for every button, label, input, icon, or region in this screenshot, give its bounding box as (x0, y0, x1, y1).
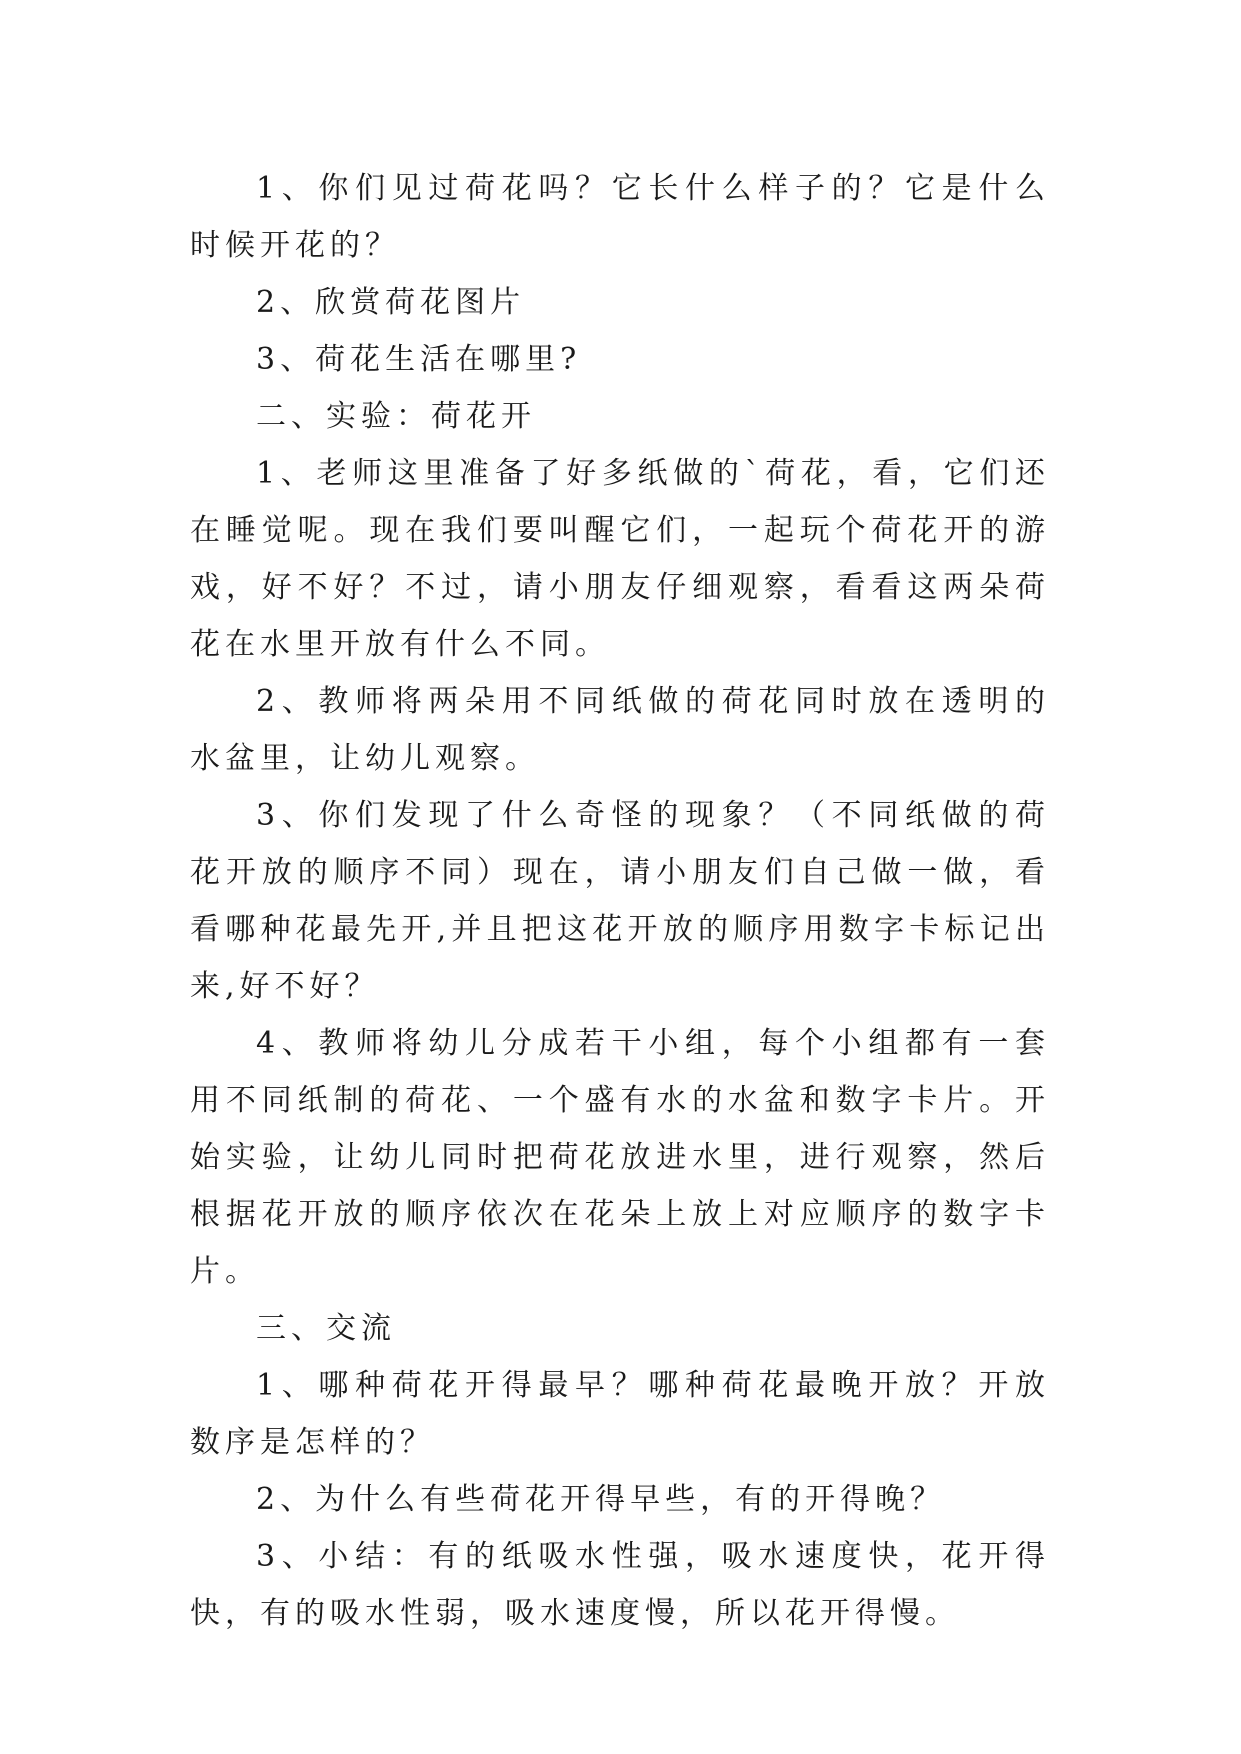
section-heading-experiment: 二、实验：荷花开 (256, 399, 536, 434)
paragraph-experiment-1: 1、老师这里准备了好多纸做的`荷花，看，它们还在睡觉呢。现在我们要叫醒它们，一起玩个荷花开的游戏，好不好？不过，请小朋友仔细观察，看看这两朵荷花在水里开放有什么不同。 (190, 456, 1050, 662)
paragraph-experiment-4: 4、教师将幼儿分成若干小组，每个小组都有一套用不同纸制的荷花、一个盛有水的水盆和数字卡片。开始实验，让幼儿同时把荷花放进水里，进行观察，然后根据花开放的顺序依次在花朵上放上对应顺序的数字卡片。 (190, 1026, 1050, 1289)
paragraph-question-3: 3、荷花生活在哪里? (256, 342, 582, 377)
paragraph-summary: 3、小结：有的纸吸水性强，吸水速度快，花开得快，有的吸水性弱，吸水速度慢，所以花开得慢。 (190, 1539, 1050, 1631)
paragraph-discussion-2: 2、为什么有些荷花开得早些，有的开得晚？ (256, 1482, 946, 1517)
paragraph-experiment-3: 3、你们发现了什么奇怪的现象？（不同纸做的荷花开放的顺序不同）现在，请小朋友们自己做一做，看看哪种花最先开,并且把这花开放的顺序用数字卡标记出来,好不好？ (190, 798, 1050, 1004)
paragraph-discussion-1: 1、哪种荷花开得最早？哪种荷花最晚开放？开放数序是怎样的？ (190, 1368, 1050, 1460)
section-heading-discussion: 三、交流 (256, 1311, 396, 1346)
paragraph-question-1: 1、你们见过荷花吗？它长什么样子的？它是什么时候开花的？ (190, 171, 1050, 263)
paragraph-experiment-2: 2、教师将两朵用不同纸做的荷花同时放在透明的水盆里，让幼儿观察。 (190, 684, 1050, 776)
document-body (190, 160, 1050, 1642)
paragraph-question-2: 2、欣赏荷花图片 (256, 285, 526, 320)
